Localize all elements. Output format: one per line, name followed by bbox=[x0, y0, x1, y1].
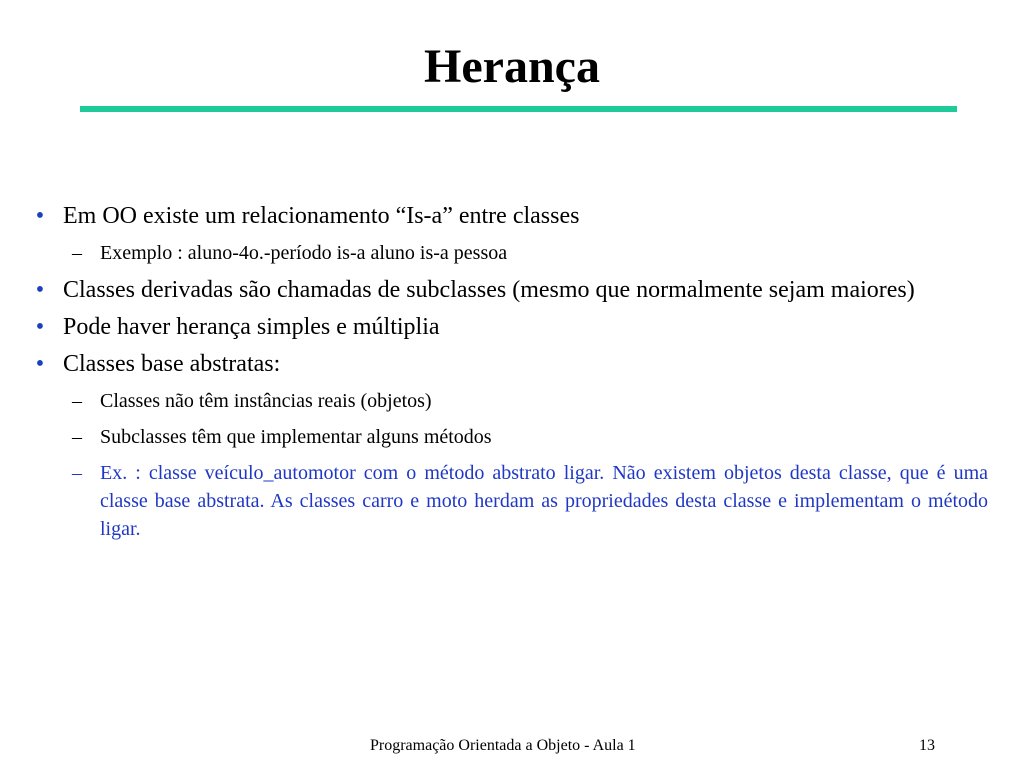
sub-item-implement-methods bbox=[30, 423, 988, 451]
dash-icon: – bbox=[72, 242, 82, 264]
bullet-item-subclasses bbox=[30, 276, 988, 305]
sub-item-text: Exemplo : aluno-4o.-período is-a aluno is-a pessoa bbox=[100, 242, 508, 264]
sub-list-abstract-base bbox=[30, 387, 988, 543]
dash-icon: – bbox=[72, 426, 82, 448]
sub-item-no-instances bbox=[30, 387, 988, 415]
dash-icon: – bbox=[72, 462, 82, 484]
bullet-text: Classes base abstratas: bbox=[63, 351, 281, 377]
bullet-icon: • bbox=[35, 314, 45, 340]
sub-item-text: Ex. : classe veículo_automotor com o método abstrato ligar. Não existem objetos desta classe, que é uma classe base abstrata. As classes carro e moto herdam as propriedades desta classe e implementam o método ligar. bbox=[100, 462, 988, 540]
sub-item-example bbox=[30, 239, 988, 267]
footer-course-title: Programação Orientada a Objeto - Aula 1 bbox=[370, 737, 636, 754]
sub-list-oo-relationship bbox=[30, 239, 988, 267]
bullet-item-inheritance-types bbox=[30, 313, 988, 342]
bullet-icon: • bbox=[35, 351, 45, 377]
bullet-text: Em OO existe um relacionamento “Is-a” entre classes bbox=[63, 203, 580, 229]
title-divider bbox=[80, 106, 957, 112]
sub-item-text: Classes não têm instâncias reais (objetos) bbox=[100, 390, 432, 412]
slide-content bbox=[30, 202, 988, 552]
page-number: 13 bbox=[919, 737, 935, 754]
bullet-item-abstract-base bbox=[30, 350, 988, 379]
dash-icon: – bbox=[72, 390, 82, 412]
bullet-icon: • bbox=[35, 277, 45, 303]
bullet-item-oo-relationship bbox=[30, 202, 988, 231]
sub-item-vehicle-example bbox=[30, 459, 988, 543]
bullet-icon: • bbox=[35, 203, 45, 229]
bullet-text: Pode haver herança simples e múltiplia bbox=[63, 314, 440, 340]
bullet-text: Classes derivadas são chamadas de subclasses (mesmo que normalmente sejam maiores) bbox=[63, 277, 915, 303]
slide-title: Herança bbox=[424, 40, 600, 93]
sub-item-text: Subclasses têm que implementar alguns métodos bbox=[100, 426, 492, 448]
